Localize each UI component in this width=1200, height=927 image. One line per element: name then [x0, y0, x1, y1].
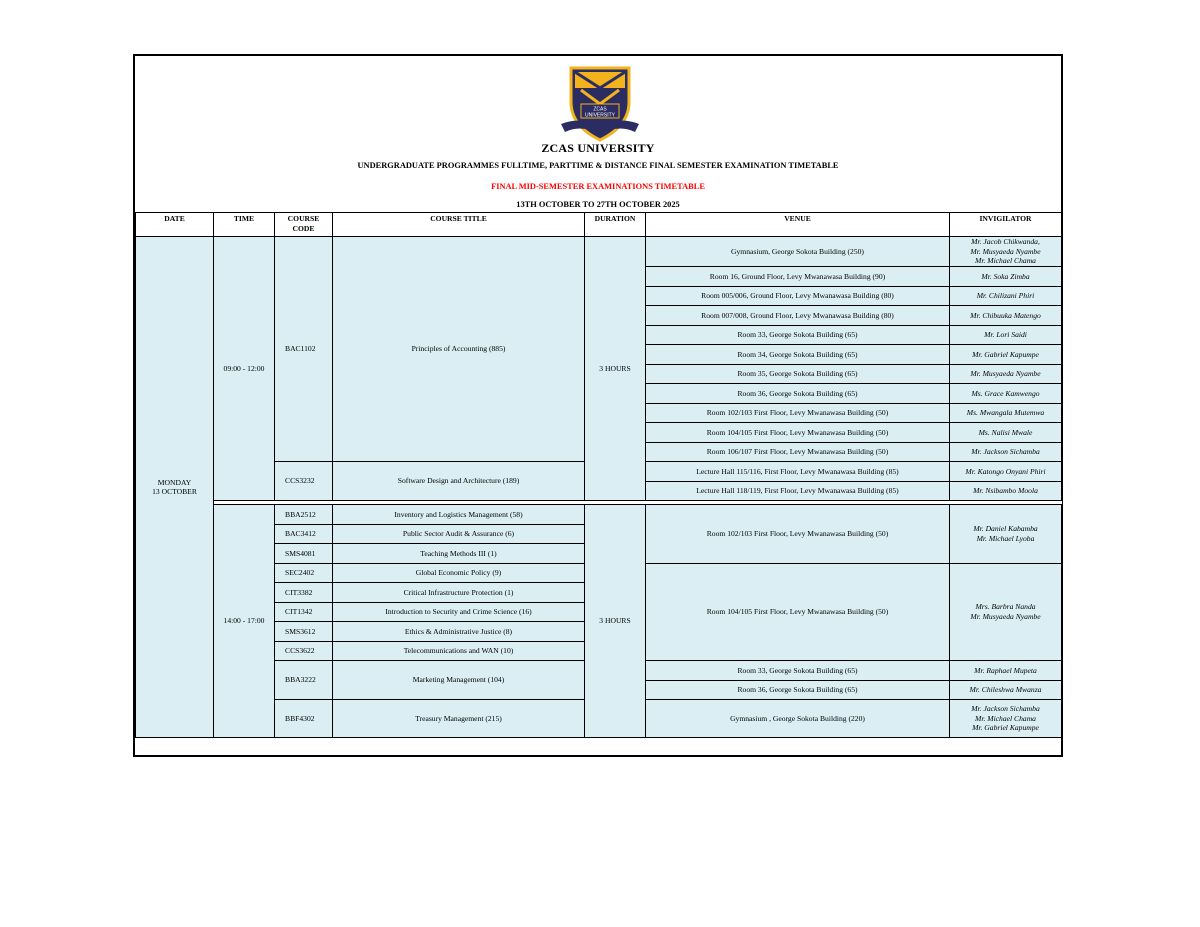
venue-cell: Room 102/103 First Floor, Levy Mwanawasa Building (50)	[646, 505, 950, 564]
invigilator-name: Mr. Musyaeda Nyambe	[970, 246, 1041, 256]
session1-course1-title: Principles of Accounting (885)	[333, 237, 585, 462]
invigilator-cell: Mr. Nsibambo Moola	[950, 481, 1062, 501]
invigilator-cell: Mr. Chileshwa Mwanza	[950, 680, 1062, 700]
programmes-line: UNDERGRADUATE PROGRAMMES FULLTIME, PARTTIME & DISTANCE FINAL SEMESTER EXAMINATION TIMETABLE	[357, 161, 839, 170]
course-title: Introduction to Security and Crime Science (16)	[333, 602, 585, 622]
course-title: Inventory and Logistics Management (58)	[333, 505, 585, 525]
day-date: 13 OCTOBER	[152, 487, 197, 496]
table-header-row	[136, 213, 1062, 237]
column-header-date: DATE	[136, 213, 214, 237]
invigilator-name: Mr. Daniel Kabamba	[973, 524, 1038, 534]
logo-line1: ZCAS	[593, 106, 607, 113]
day-cell	[136, 237, 214, 738]
column-header-course-code	[275, 213, 333, 237]
exam-timetable-table	[135, 212, 1062, 738]
university-name: ZCAS UNIVERSITY	[541, 141, 655, 155]
session2-time: 14:00 - 17:00	[214, 505, 275, 738]
venue-cell: Room 33, George Sokota Building (65)	[646, 661, 950, 681]
venue-cell: Room 104/105 First Floor, Levy Mwanawasa Building (50)	[646, 423, 950, 443]
invigilator-cell	[950, 505, 1062, 564]
venue-cell: Gymnasium, George Sokota Building (250)	[646, 237, 950, 267]
column-header-venue: VENUE	[646, 213, 950, 237]
course-title: Telecommunications and WAN (10)	[333, 641, 585, 661]
course-title: Public Sector Audit & Assurance (6)	[333, 524, 585, 544]
course-title: Treasury Management (215)	[333, 700, 585, 738]
invigilator-name: Mr. Jackson Sichamba	[971, 704, 1040, 714]
session1-duration: 3 HOURS	[585, 237, 646, 501]
logo-line2: UNIVERSITY	[584, 112, 616, 119]
invigilator-cell: Mr. Katongo Onyani Phiri	[950, 462, 1062, 482]
date-range: 13TH OCTOBER TO 27TH OCTOBER 2025	[516, 200, 680, 209]
column-header-time: TIME	[214, 213, 275, 237]
table-row	[136, 237, 1062, 267]
table-row	[136, 505, 1062, 525]
venue-cell: Room 35, George Sokota Building (65)	[646, 364, 950, 384]
column-header-duration: DURATION	[585, 213, 646, 237]
code-header-line2: CODE	[292, 223, 315, 233]
invigilator-name: Mr. Michael Lyoba	[976, 533, 1035, 543]
invigilator-cell: Ms. Grace Kamwengo	[950, 384, 1062, 404]
column-header-invigilator: INVIGILATOR	[950, 213, 1062, 237]
course-code: CIT1342	[275, 602, 333, 622]
venue-cell: Room 33, George Sokota Building (65)	[646, 325, 950, 345]
session2-duration: 3 HOURS	[585, 505, 646, 738]
invigilator-cell	[950, 563, 1062, 661]
course-code: SMS3612	[275, 622, 333, 642]
invigilator-cell: Mr. Chilizani Phiri	[950, 286, 1062, 306]
session1-course2-code: CCS3232	[275, 462, 333, 501]
timetable-subtitle: FINAL MID-SEMESTER EXAMINATIONS TIMETABLE	[491, 182, 705, 191]
invigilator-name: Mr. Musyaeda Nyambe	[970, 611, 1041, 621]
invigilator-cell: Ms. Mwangala Mutemwa	[950, 403, 1062, 423]
university-crest-icon	[561, 62, 639, 144]
course-code: CIT3382	[275, 583, 333, 603]
venue-cell: Room 106/107 First Floor, Levy Mwanawasa Building (50)	[646, 442, 950, 462]
venue-cell: Lecture Hall 115/116, First Floor, Levy Mwanawasa Building (85)	[646, 462, 950, 482]
invigilator-cell: Mr. Jackson Sichamba	[950, 442, 1062, 462]
venue-cell: Lecture Hall 118/119, First Floor, Levy Mwanawasa Building (85)	[646, 481, 950, 501]
invigilator-cell: Mr. Soka Zimba	[950, 267, 1062, 287]
venue-cell: Room 005/006, Ground Floor, Levy Mwanawasa Building (80)	[646, 286, 950, 306]
venue-cell: Room 36, George Sokota Building (65)	[646, 680, 950, 700]
course-title: Teaching Methods III (1)	[333, 544, 585, 564]
timetable-document	[133, 54, 1063, 757]
session1-time: 09:00 - 12:00	[214, 237, 275, 501]
course-code: BBF4302	[275, 700, 333, 738]
session1-course2-title: Software Design and Architecture (189)	[333, 462, 585, 501]
venue-cell: Room 36, George Sokota Building (65)	[646, 384, 950, 404]
course-code: BAC3412	[275, 524, 333, 544]
document-header	[135, 56, 1061, 212]
day-name: MONDAY	[157, 477, 192, 487]
course-title: Marketing Management (104)	[333, 661, 585, 700]
course-code: CCS3622	[275, 641, 333, 661]
invigilator-name: Mr. Gabriel Kapumpe	[972, 723, 1039, 733]
session1-course1-code: BAC1102	[275, 237, 333, 462]
invigilator-cell: Mr. Chibuuka Matengo	[950, 306, 1062, 326]
course-title: Global Economic Policy (9)	[333, 563, 585, 583]
course-code: SEC2402	[275, 563, 333, 583]
invigilator-name: Mrs. Barbra Nanda	[975, 602, 1036, 612]
venue-cell: Gymnasium , George Sokota Building (220)	[646, 700, 950, 738]
course-title: Critical Infrastructure Protection (1)	[333, 583, 585, 603]
invigilator-cell	[950, 237, 1062, 267]
invigilator-cell: Mr. Gabriel Kapumpe	[950, 345, 1062, 365]
venue-cell: Room 102/103 First Floor, Levy Mwanawasa Building (50)	[646, 403, 950, 423]
venue-cell: Room 007/008, Ground Floor, Levy Mwanawasa Building (80)	[646, 306, 950, 326]
column-header-course-title: COURSE TITLE	[333, 213, 585, 237]
venue-cell: Room 104/105 First Floor, Levy Mwanawasa Building (50)	[646, 563, 950, 661]
course-code: BBA3222	[275, 661, 333, 700]
invigilator-name: Mr. Jacob Chikwanda,	[971, 237, 1040, 247]
invigilator-name: Mr. Michael Chama	[975, 713, 1036, 723]
course-code: BBA2512	[275, 505, 333, 525]
invigilator-name: Mr. Michael Chama	[975, 256, 1036, 266]
code-header-line1: COURSE	[287, 214, 320, 223]
invigilator-cell: Mr. Lori Saidi	[950, 325, 1062, 345]
invigilator-cell: Mr. Raphael Mupeta	[950, 661, 1062, 681]
venue-cell: Room 34, George Sokota Building (65)	[646, 345, 950, 365]
invigilator-cell: Mr. Musyaeda Nyambe	[950, 364, 1062, 384]
invigilator-cell: Ms. Nalisi Mwale	[950, 423, 1062, 443]
course-title: Ethics & Administrative Justice (8)	[333, 622, 585, 642]
invigilator-cell	[950, 700, 1062, 738]
course-code: SMS4081	[275, 544, 333, 564]
venue-cell: Room 16, Ground Floor, Levy Mwanawasa Building (90)	[646, 267, 950, 287]
